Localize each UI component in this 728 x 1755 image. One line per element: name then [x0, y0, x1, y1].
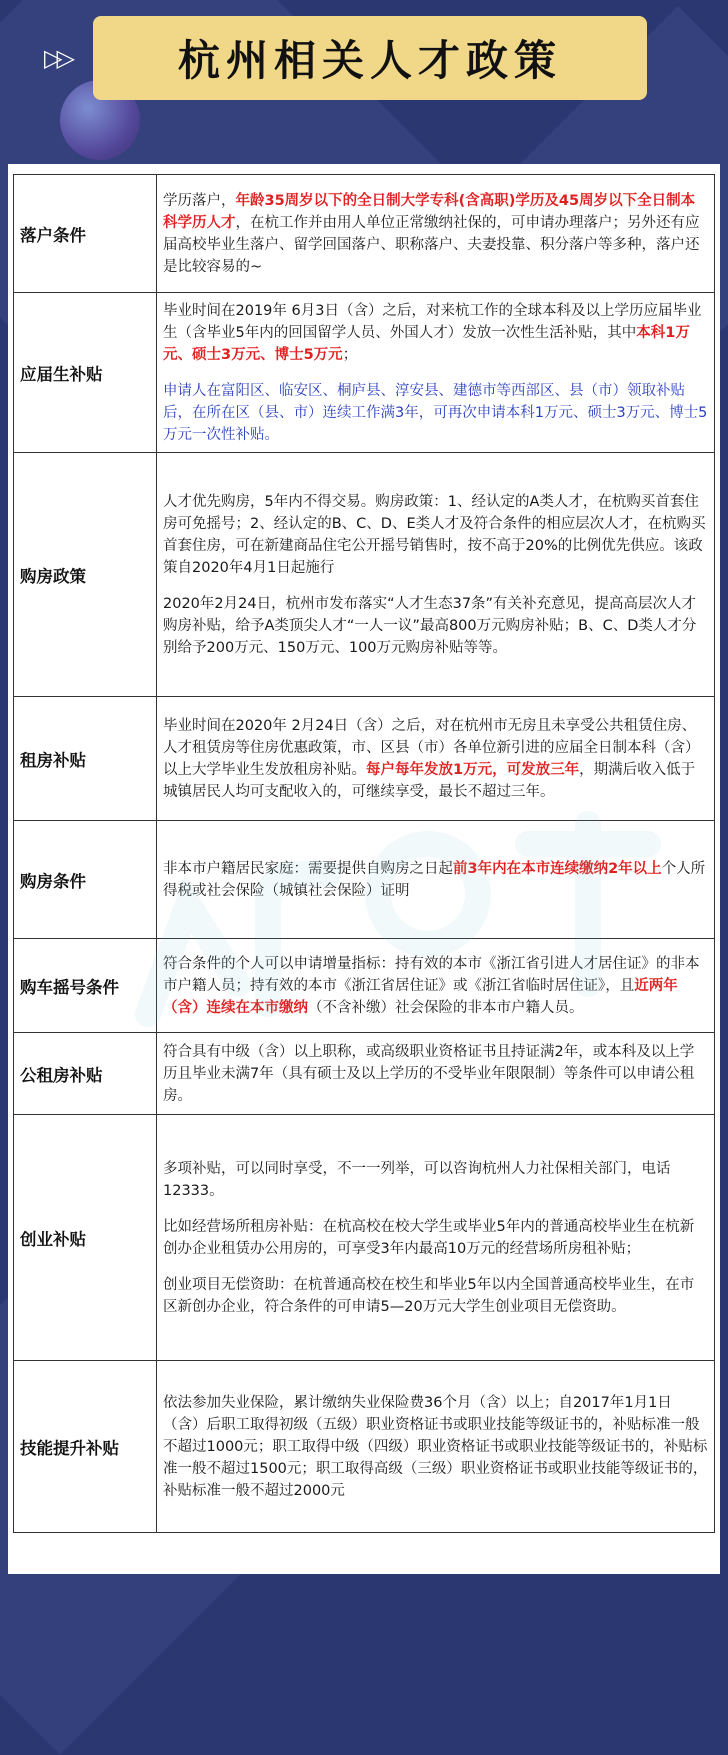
policy-content [157, 453, 715, 697]
paragraph-gap [163, 1260, 708, 1274]
policy-paragraph [163, 1216, 708, 1260]
paragraph-gap [163, 579, 708, 593]
highlight-text: 每户每年发放1万元，可发放三年 [366, 761, 580, 778]
body-text: （不含补缴）社会保险的非本市户籍人员。 [308, 999, 584, 1016]
highlight-text: 本科1万元、硕士3万元、博士5万元 [163, 324, 690, 363]
body-text: ，在杭工作并由用人单位正常缴纳社保的，可申请办理落户；另外还有应届高校毕业生落户、留学回国落户、职称落户、夫妻投靠、积分落户等多种，落户还是比较容易的~ [163, 214, 700, 275]
policy-row [14, 175, 715, 293]
body-text: 2020年2月24日，杭州市发布落实“人才生态37条”有关补充意见，提高高层次人才购房补贴，给予A类顶尖人才“一人一议”最高800万元购房补贴；B、C、D类人才分别给予200万元、150万元、100万元购房补贴等等。 [163, 595, 697, 656]
policy-label: 购房条件 [14, 821, 157, 939]
policy-row [14, 1361, 715, 1533]
body-text: 毕业时间在2019年 6月3日（含）之后，对来杭工作的全球本科及以上学历应届毕业生（含毕业5年内的回国留学人员、外国人才）发放一次性生活补贴，其中 [163, 302, 702, 341]
highlight-text: 近两年（含）连续在本市缴纳 [163, 977, 678, 1016]
body-text: 符合条件的个人可以申请增量指标：持有效的本市《浙江省引进人才居住证》的非本市户籍人员；持有效的本市《浙江省居住证》或《浙江省临时居住证》，且 [163, 955, 700, 994]
policy-label: 落户条件 [14, 175, 157, 293]
policy-label: 租房补贴 [14, 697, 157, 821]
policy-label: 技能提升补贴 [14, 1361, 157, 1533]
policy-row [14, 293, 715, 453]
body-text: 毕业时间在2020年 2月24日（含）之后，对在杭州市无房且未享受公共租赁住房、人才租赁房等住房优惠政策，市、区县（市）各单位新引进的应届全日制本科（含）以上大学毕业生发放租房补贴。 [163, 717, 700, 778]
policy-paragraph [163, 593, 708, 659]
title-banner [93, 16, 647, 100]
body-text: 非本市户籍居民家庭：需要提供自购房之日起 [163, 860, 453, 877]
policy-content [157, 821, 715, 939]
policy-row [14, 453, 715, 697]
policy-row [14, 697, 715, 821]
policy-paragraph [163, 1392, 708, 1502]
policy-table [13, 174, 715, 1533]
policy-content [157, 1361, 715, 1533]
policy-row [14, 939, 715, 1033]
policy-content [157, 1115, 715, 1361]
policy-row [14, 1033, 715, 1115]
policy-label: 购房政策 [14, 453, 157, 697]
paragraph-gap [163, 1202, 708, 1216]
body-text: 多项补贴，可以同时享受，不一一列举，可以咨询杭州人力社保相关部门，电话12333。 [163, 1160, 671, 1199]
body-text: 依法参加失业保险，累计缴纳失业保险费36个月（含）以上；自2017年1月1日（含）后职工取得初级（五级）职业资格证书或职业技能等级证书的，补贴标准一般不超过1000元；职工取得中级（四级）职业资格证书或职业技能等级证书的，补贴标准一般不超过1500元；职工取得高级（三级）职业资格证书或职业技能等级证书的，补贴标准一般不超过2000元 [163, 1394, 708, 1499]
body-text: ； [342, 346, 358, 363]
policy-content [157, 293, 715, 453]
policy-paragraph [163, 190, 708, 278]
note-text: 申请人在富阳区、临安区、桐庐县、淳安县、建德市等西部区、县（市）领取补贴后，在所在区（县、市）连续工作满3年，可再次申请本科1万元、硕士3万元、博士5万元一次性补贴。 [163, 382, 708, 443]
policy-content [157, 175, 715, 293]
body-text: 符合具有中级（含）以上职称，或高级职业资格证书且持证满2年，或本科及以上学历且毕业未满7年（具有硕士及以上学历的不受毕业年限限制）等条件可以申请公租房。 [163, 1043, 695, 1104]
body-text: 比如经营场所租房补贴：在杭高校在校大学生或毕业5年内的普通高校毕业生在杭新创办企业租赁办公用房的，可享受3年内最高10万元的经营场所房租补贴； [163, 1218, 695, 1257]
body-text: 创业项目无偿资助：在杭普通高校在校生和毕业5年以内全国普通高校毕业生，在市区新创办企业，符合条件的可申请5—20万元大学生创业项目无偿资助。 [163, 1276, 695, 1315]
paragraph-gap [163, 366, 708, 380]
body-text: 个人所得税或社会保险（城镇社会保险）证明 [163, 860, 706, 899]
policy-label: 应届生补贴 [14, 293, 157, 453]
policy-label: 公租房补贴 [14, 1033, 157, 1115]
highlight-text: 年龄35周岁以下的全日制大学专科(含高职)学历及45周岁以下全日制本科学历人才 [163, 192, 696, 231]
policy-label: 创业补贴 [14, 1115, 157, 1361]
policy-label: 购车摇号条件 [14, 939, 157, 1033]
body-text: 学历落户， [163, 192, 236, 209]
body-text: 人才优先购房，5年内不得交易。购房政策：1、经认定的A类人才，在杭购买首套住房可免摇号；2、经认定的B、C、D、E类人才及符合条件的相应层次人才，在杭购买首套住房，可在新建商品住宅公开摇号销售时，按不高于20%的比例优先供应。该政策自2020年4月1日起施行 [163, 493, 706, 576]
policy-paragraph [163, 858, 708, 902]
double-arrow-icon: ▷▷ [44, 44, 69, 72]
policy-paragraph [163, 300, 708, 366]
policy-paragraph [163, 1041, 708, 1107]
policy-row [14, 1115, 715, 1361]
policy-paragraph [163, 953, 708, 1019]
highlight-text: 前3年内在本市连续缴纳2年以上 [453, 860, 662, 877]
policy-paragraph [163, 1274, 708, 1318]
policy-paragraph [163, 1158, 708, 1202]
policy-content [157, 939, 715, 1033]
policy-paragraph [163, 491, 708, 579]
policy-content [157, 1033, 715, 1115]
page-title: 杭州相关人才政策 [177, 36, 562, 85]
policy-paragraph [163, 380, 708, 446]
policy-sheet [8, 164, 720, 1574]
policy-paragraph [163, 715, 708, 803]
body-text: ，期满后收入低于城镇居民人均可支配收入的，可继续享受，最长不超过三年。 [163, 761, 696, 800]
policy-content [157, 697, 715, 821]
policy-row [14, 821, 715, 939]
